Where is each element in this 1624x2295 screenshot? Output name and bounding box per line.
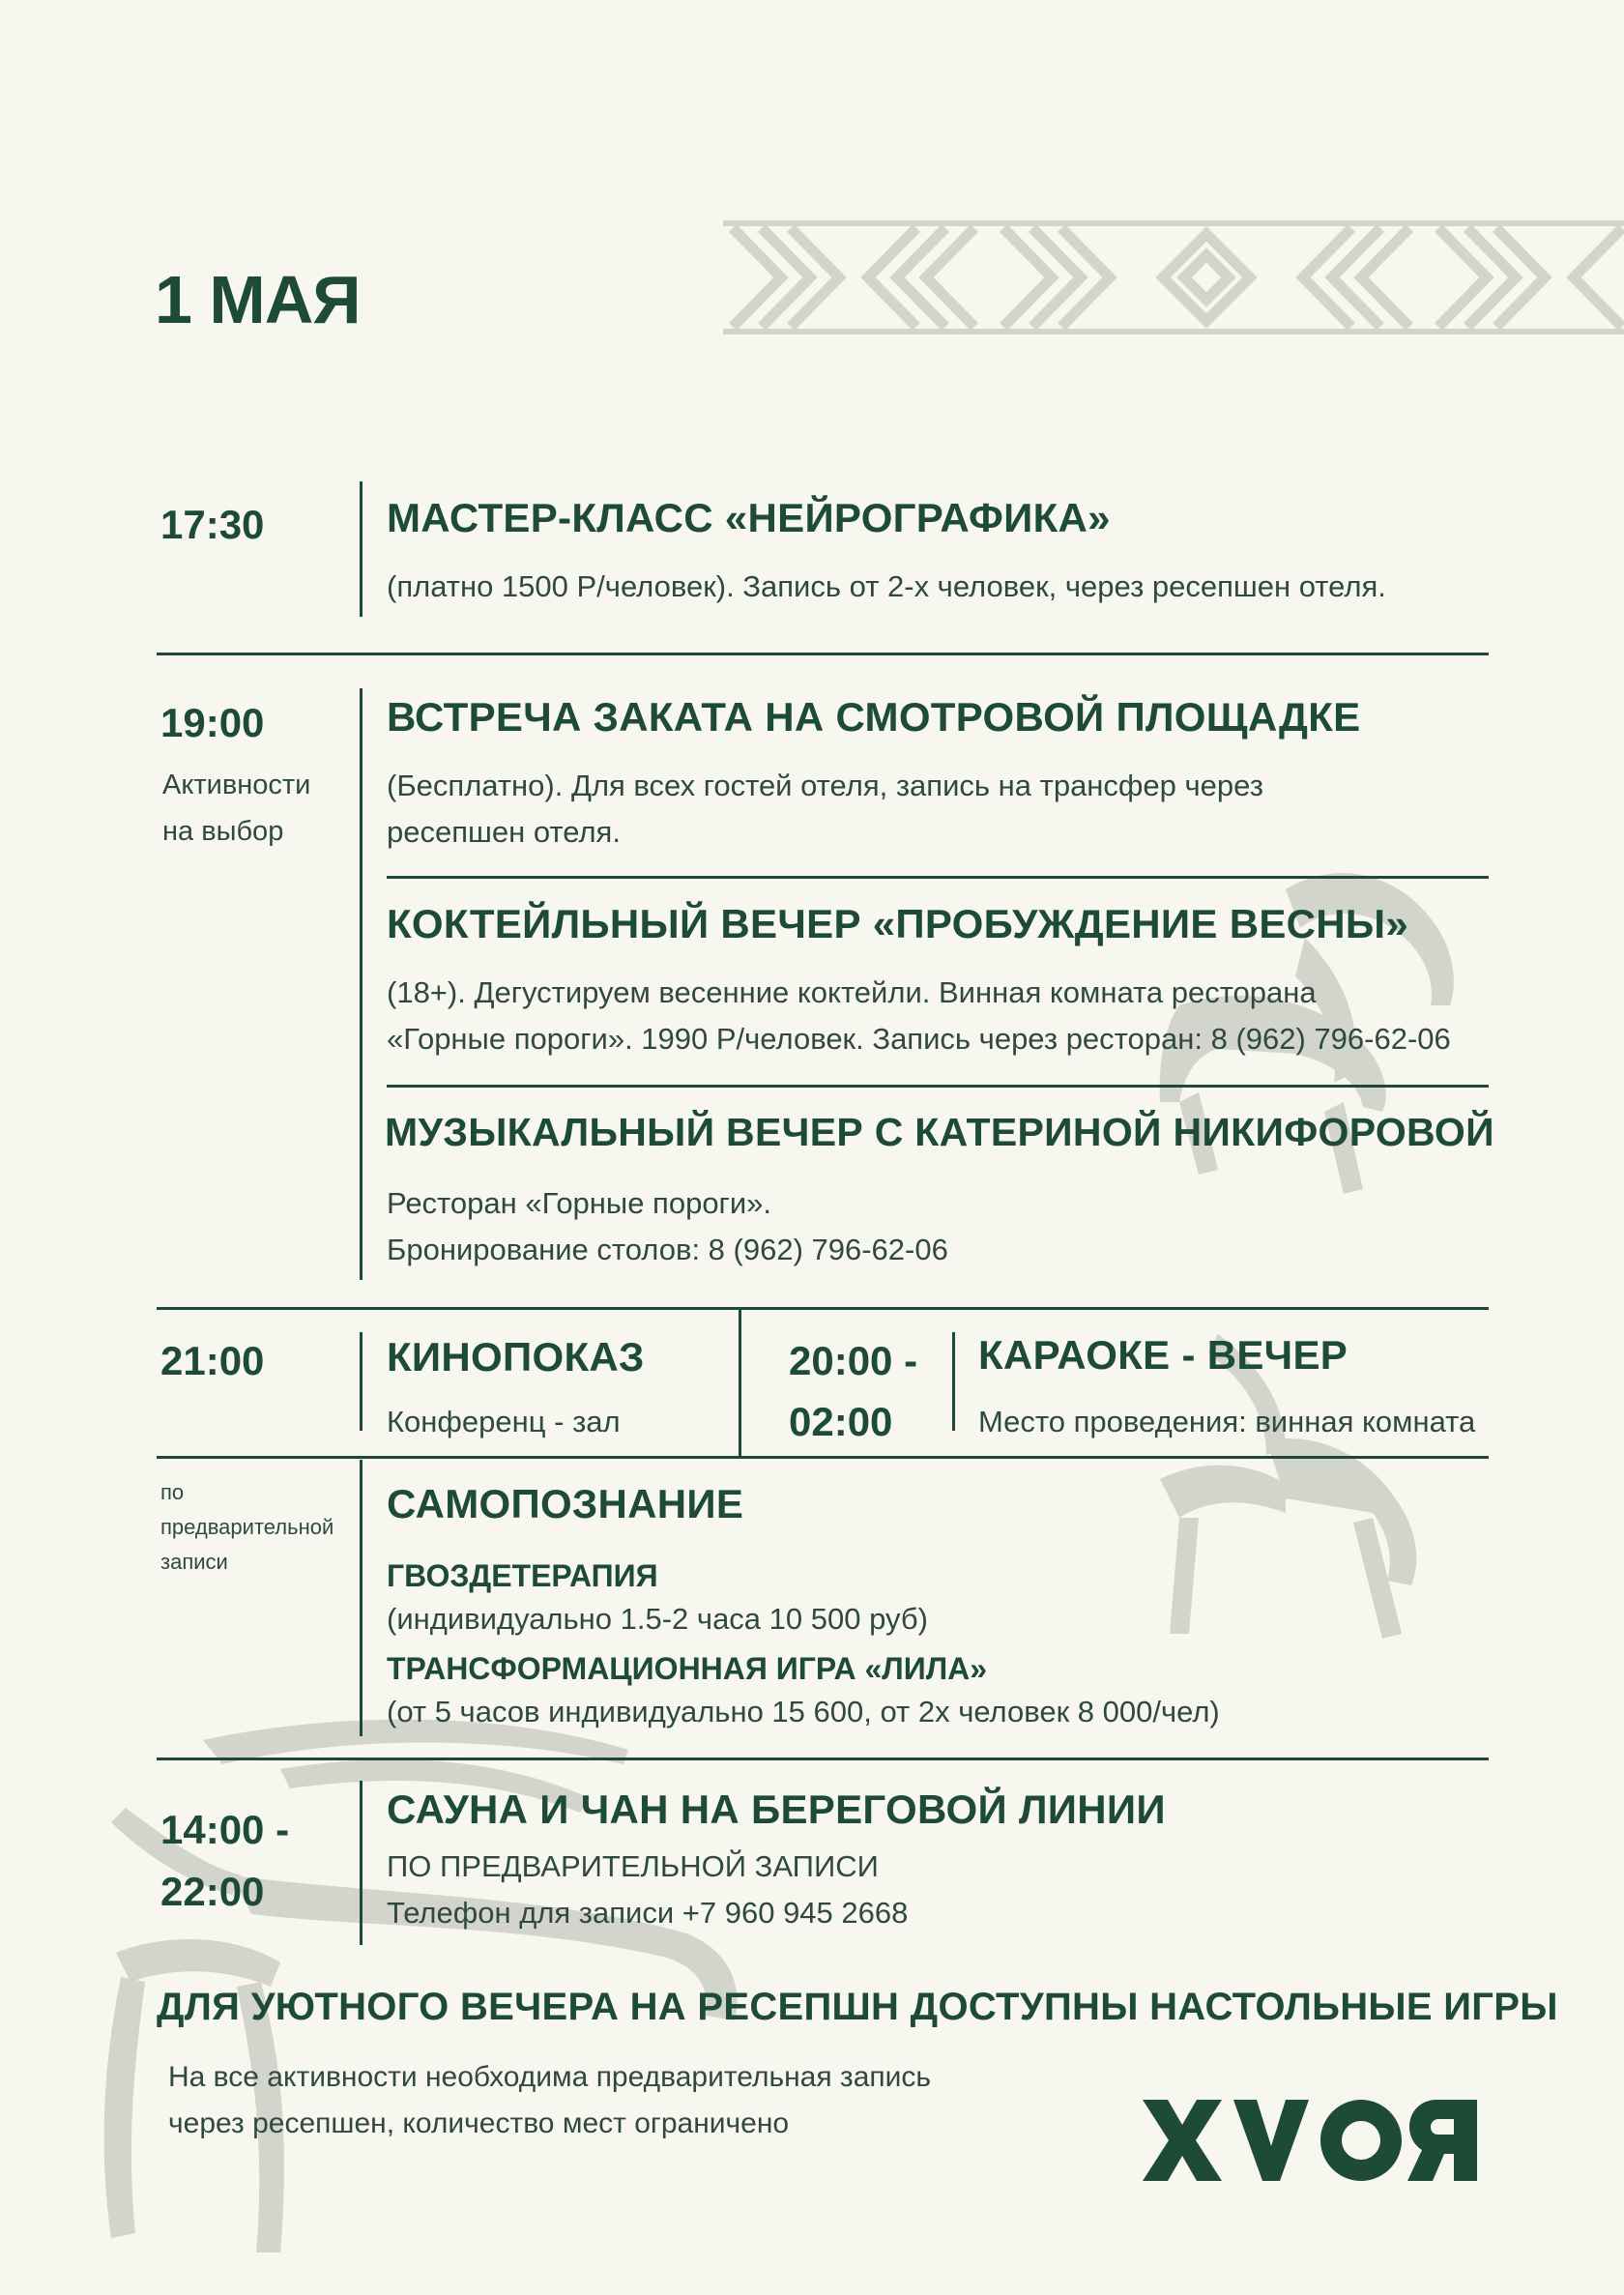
event-title-masterclass: МАСТЕР-КЛАСС «НЕЙРОГРАФИКА» — [387, 495, 1111, 540]
page-title: 1 МАЯ — [155, 262, 361, 337]
event-desc-sunset-2: ресепшен отеля. — [387, 815, 621, 849]
self-note-line2: предварительной — [160, 1515, 334, 1539]
chevron-pattern-ornament — [723, 220, 1624, 334]
event-title-self: САМОПОЗНАНИЕ — [387, 1481, 744, 1526]
event-desc-sunset-1: (Бесплатно). Для всех гостей отеля, запись на трансфер через — [387, 769, 1263, 802]
divider-vertical — [360, 688, 362, 1280]
event-desc-music-1: Ресторан «Горные пороги». — [387, 1186, 772, 1220]
event-title-music: МУЗЫКАЛЬНЫЙ ВЕЧЕР С КАТЕРИНОЙ НИКИФОРОВОЙ — [385, 1110, 1494, 1154]
divider-vertical — [360, 1781, 362, 1945]
divider-horizontal — [157, 653, 1489, 655]
self-note-line1: по — [160, 1480, 185, 1504]
event-desc-masterclass: (платно 1500 Р/человек). Запись от 2-х человек, через ресепшен отеля. — [387, 569, 1386, 603]
self-item2-desc: (от 5 часов индивидуально 15 600, от 2х человек 8 000/чел) — [387, 1695, 1220, 1729]
board-games-notice: ДЛЯ УЮТНОГО ВЕЧЕРА НА РЕСЕПШН ДОСТУПНЫ НАСТОЛЬНЫЕ ИГРЫ — [157, 1986, 1558, 2028]
time-sauna-start: 14:00 - — [160, 1807, 290, 1852]
time-masterclass: 17:30 — [160, 502, 265, 547]
event-title-cinema: КИНОПОКАЗ — [387, 1334, 645, 1380]
divider-vertical — [360, 481, 362, 617]
time-evening: 19:00 — [160, 700, 265, 745]
footer-note-line1: На все активности необходима предварительная запись — [168, 2061, 932, 2093]
time-cinema: 21:00 — [160, 1338, 265, 1383]
event-place-cinema: Конференц - зал — [387, 1405, 621, 1438]
event-title-sunset: ВСТРЕЧА ЗАКАТА НА СМОТРОВОЙ ПЛОЩАДКЕ — [387, 694, 1361, 740]
self-item1-desc: (индивидуально 1.5-2 часа 10 500 руб) — [387, 1602, 928, 1636]
hvoya-logo — [1143, 2100, 1477, 2181]
time-sauna-end: 22:00 — [160, 1869, 265, 1914]
divider-horizontal — [387, 1085, 1489, 1088]
logo-mark — [1143, 2100, 1477, 2181]
divider-horizontal — [157, 1307, 1489, 1310]
event-phone-sauna: Телефон для записи +7 960 945 2668 — [387, 1896, 909, 1930]
time-karaoke-end: 02:00 — [789, 1399, 893, 1444]
divider-vertical — [739, 1309, 741, 1458]
event-title-cocktail: КОКТЕЙЛЬНЫЙ ВЕЧЕР «ПРОБУЖДЕНИЕ ВЕСНЫ» — [387, 901, 1408, 946]
event-desc-cocktail-2: «Горные пороги». 1990 Р/человек. Запись через ресторан: 8 (962) 796-62-06 — [387, 1022, 1451, 1056]
footer-note-line2: через ресепшен, количество мест ограничено — [168, 2107, 790, 2139]
event-desc-music-2: Бронирование столов: 8 (962) 796-62-06 — [387, 1233, 948, 1266]
divider-vertical — [360, 1460, 362, 1736]
divider-vertical — [952, 1332, 955, 1431]
time-karaoke-start: 20:00 - — [789, 1338, 918, 1383]
evening-note-line1: Активности — [162, 770, 311, 800]
evening-note-line2: на выбор — [162, 816, 284, 847]
event-title-sauna: САУНА И ЧАН НА БЕРЕГОВОЙ ЛИНИИ — [387, 1787, 1166, 1832]
self-note-line3: записи — [160, 1550, 228, 1574]
self-item2-title: ТРАНСФОРМАЦИОННАЯ ИГРА «ЛИЛА» — [387, 1651, 988, 1686]
event-desc-cocktail-1: (18+). Дегустируем весенние коктейли. Винная комната ресторана — [387, 975, 1317, 1009]
divider-horizontal — [157, 1758, 1489, 1760]
event-sub-sauna: ПО ПРЕДВАРИТЕЛЬНОЙ ЗАПИСИ — [387, 1849, 879, 1883]
event-place-karaoke: Место проведения: винная комната — [978, 1405, 1476, 1438]
self-item1-title: ГВОЗДЕТЕРАПИЯ — [387, 1558, 658, 1593]
event-title-karaoke: КАРАОКЕ - ВЕЧЕР — [978, 1332, 1348, 1378]
divider-horizontal — [157, 1456, 1489, 1459]
divider-horizontal — [387, 876, 1489, 879]
divider-vertical — [360, 1332, 362, 1431]
